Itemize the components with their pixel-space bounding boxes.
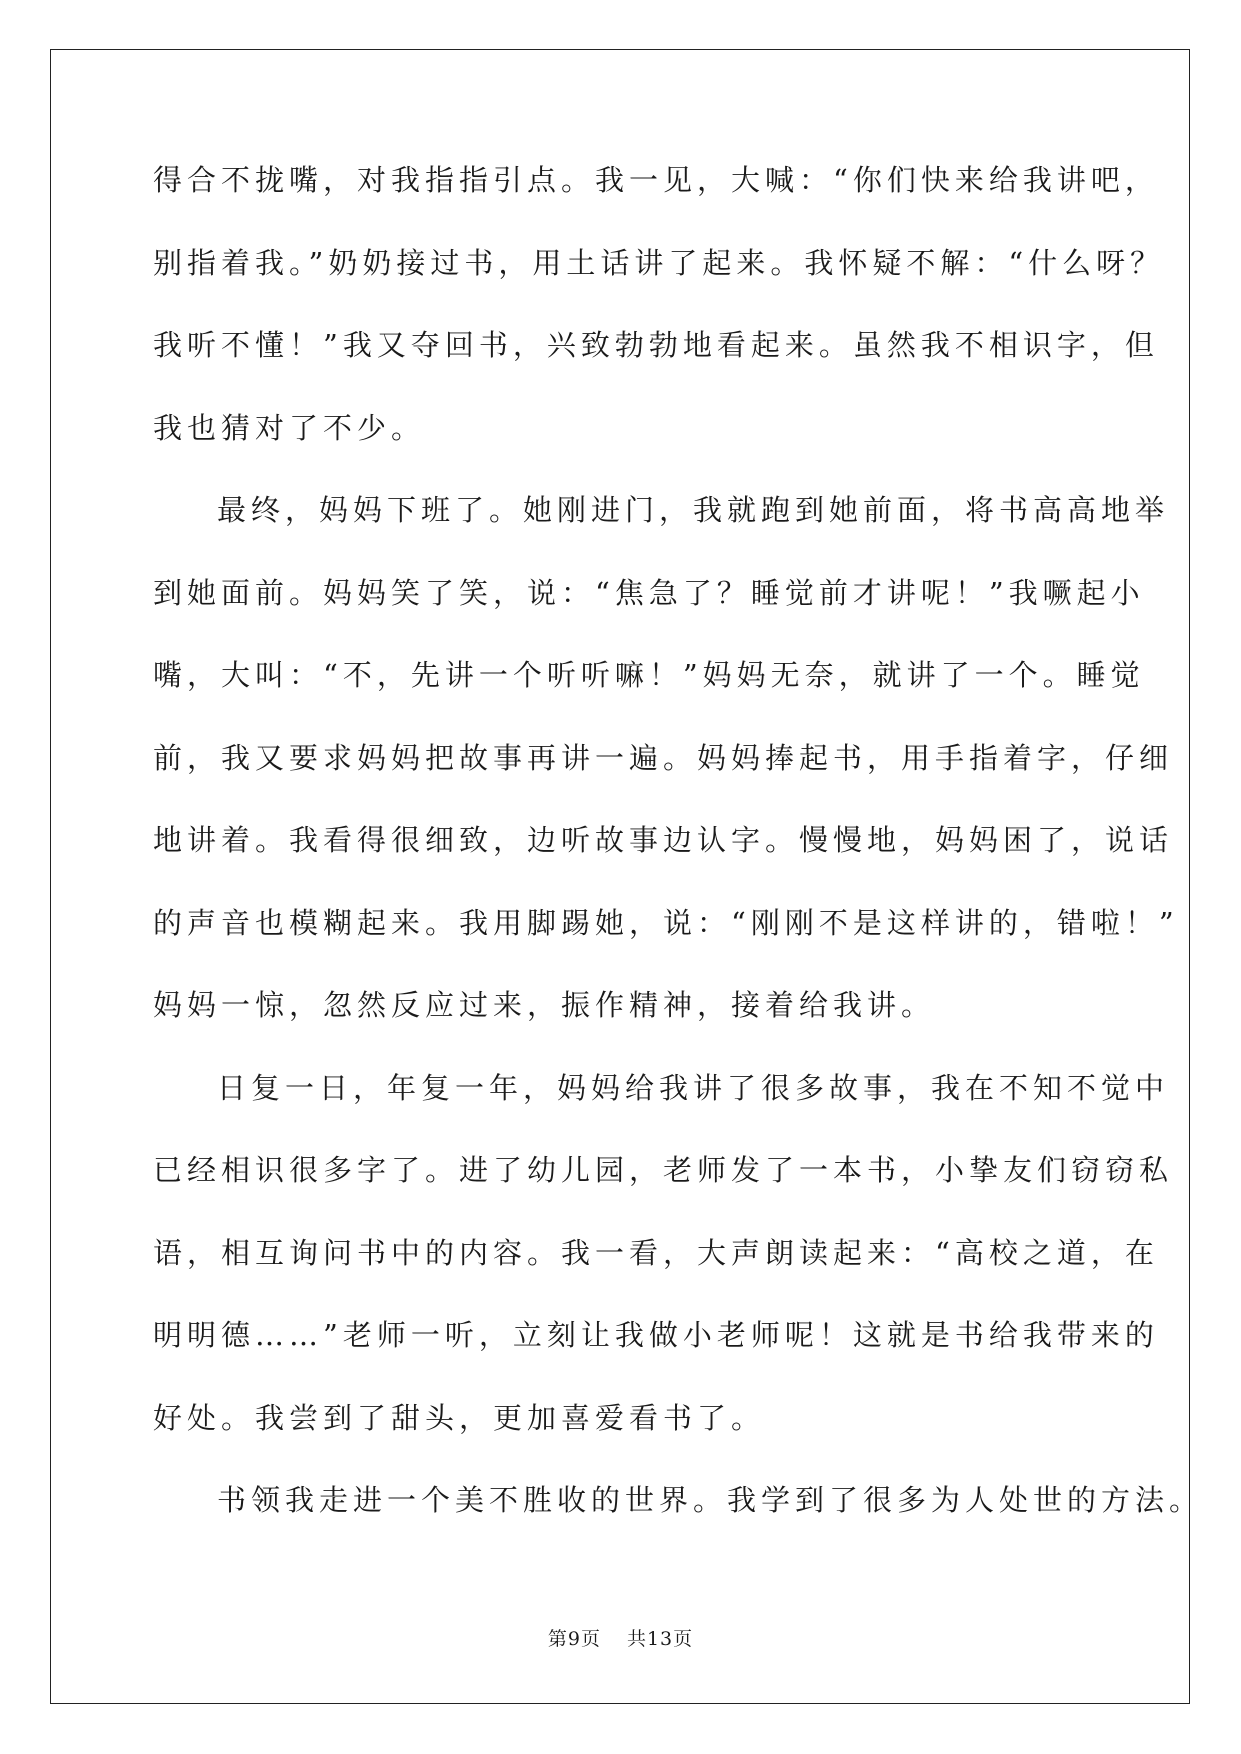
text-line: 地讲着。我看得很细致，边听故事边认字。慢慢地，妈妈困了，说话	[153, 823, 1174, 857]
document-body	[153, 160, 1204, 1563]
page-footer	[0, 1624, 1241, 1651]
text-line: 我也猜对了不少。	[153, 410, 426, 445]
text-line: 最终，妈妈下班了。她刚进门，我就跑到她前面，将书高高地举	[217, 493, 1170, 527]
text-line: 别指着我。”奶奶接过书，用土话讲了起来。我怀疑不解：“什么呀？	[153, 245, 1165, 280]
text-line: 的声音也模糊起来。我用脚踢她，说：“刚刚不是这样讲的，错啦！”	[153, 905, 1179, 940]
page-number: 第9页	[547, 1628, 601, 1650]
text-line: 得合不拢嘴，对我指指引点。我一见，大喊：“你们快来给我讲吧，	[153, 163, 1159, 197]
text-line: 嘴，大叫：“不，先讲一个听听嘛！”妈妈无奈，就讲了一个。睡觉	[153, 658, 1145, 692]
text-line: 日复一日，年复一年，妈妈给我讲了很多故事，我在不知不觉中	[217, 1070, 1170, 1105]
text-line: 书领我走进一个美不胜收的世界。我学到了很多为人处世的方法。	[217, 1483, 1204, 1517]
text-line: 好处。我尝到了甜头，更加喜爱看书了。	[153, 1400, 766, 1435]
text-line: 语，相互询问书中的内容。我一看，大声朗读起来：“高校之道，在	[153, 1235, 1159, 1270]
page-total: 共13页	[626, 1628, 694, 1650]
text-line: 前，我又要求妈妈把故事再讲一遍。妈妈捧起书，用手指着字，仔细	[153, 740, 1174, 775]
text-line: 我听不懂！”我又夺回书，兴致勃勃地看起来。虽然我不相识字，但	[153, 328, 1159, 362]
text-line: 到她面前。妈妈笑了笑，说：“焦急了？睡觉前才讲呢！”我噘起小	[153, 575, 1145, 610]
text-line: 已经相识很多字了。进了幼儿园，老师发了一本书，小挚友们窃窃私	[153, 1153, 1174, 1187]
text-line: 妈妈一惊，忽然反应过来，振作精神，接着给我讲。	[153, 988, 936, 1022]
text-line: 明明德……”老师一听，立刻让我做小老师呢！这就是书给我带来的	[153, 1318, 1159, 1352]
